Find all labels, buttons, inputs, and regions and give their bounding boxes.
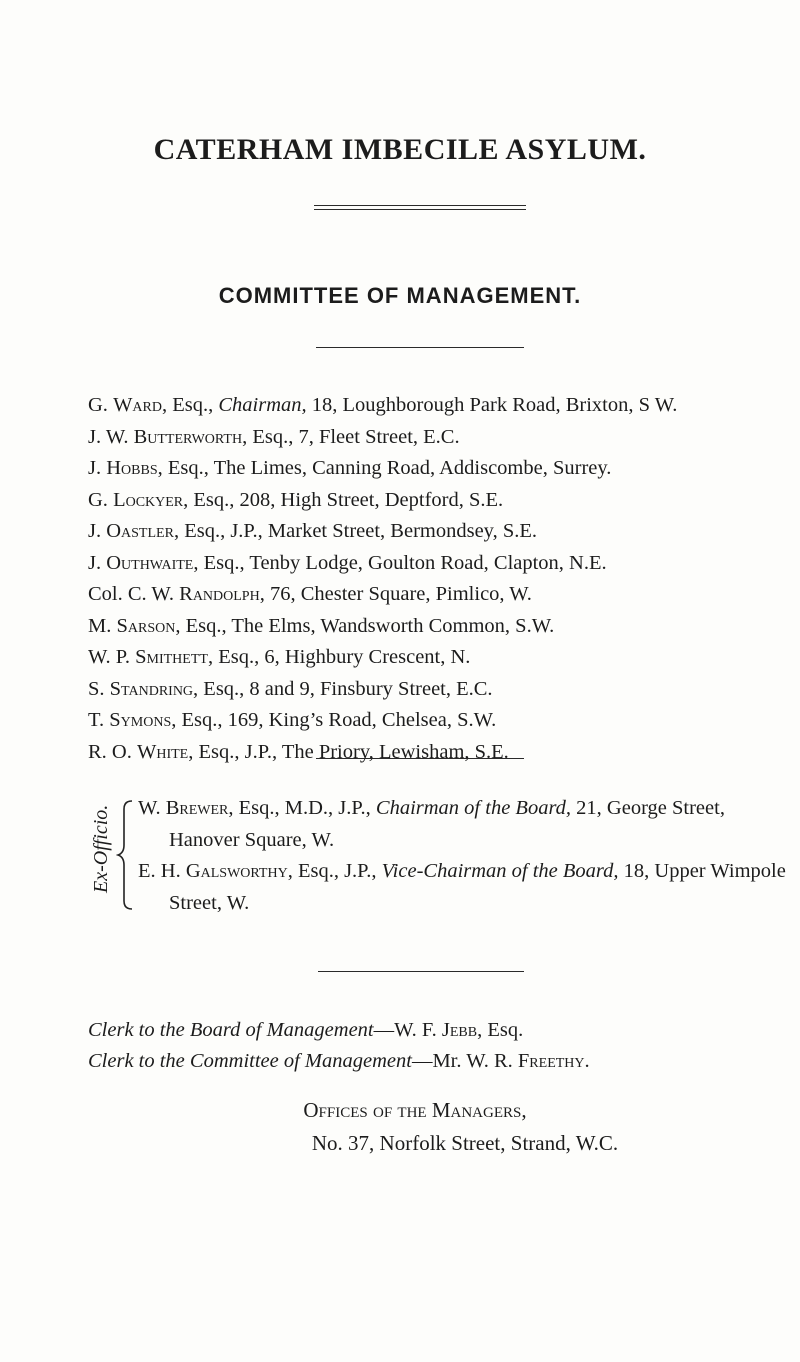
- divider-3: [318, 971, 524, 972]
- member-surname: Brewer: [165, 797, 229, 819]
- member-entry: Col. C. W. Randolph, 76, Chester Square, Pimlico, W.: [88, 583, 532, 605]
- clerk-board: Clerk to the Board of Management—W. F. Jebb, Esq.: [88, 1019, 524, 1041]
- committee-members-list: [88, 390, 788, 768]
- member-surname: Standring: [109, 677, 194, 700]
- member-surname: Butterworth: [133, 425, 243, 448]
- offices-section: [0, 1094, 800, 1160]
- member-entry: M. Sarson, Esq., The Elms, Wandsworth Common, S.W.: [88, 614, 555, 637]
- ex-officio-section: [86, 793, 800, 923]
- member-entry: S. Standring, Esq., 8 and 9, Finsbury Street, E.C.: [88, 677, 493, 700]
- member-entry: J. Oastler, Esq., J.P., Market Street, Bermondsey, S.E.: [88, 520, 538, 542]
- divider-2: [316, 758, 524, 759]
- member-surname: Smithett: [135, 646, 208, 668]
- member-surname: Symons: [109, 709, 172, 731]
- member-entry: T. Symons, Esq., 169, King’s Road, Chelsea, S.W.: [88, 709, 497, 731]
- member-surname: Outhwaite: [106, 551, 194, 574]
- member-entry: J. W. Butterworth, Esq., 7, Fleet Street, E.C.: [88, 425, 460, 448]
- member-entry: G. Ward, Esq., Chairman, 18, Loughborough Park Road, Brixton, S W.: [88, 394, 678, 416]
- member-entry: G. Lockyer, Esq., 208, High Street, Deptford, S.E.: [88, 488, 504, 511]
- member-entry: J. Hobbs, Esq., The Limes, Canning Road, Addiscombe, Surrey.: [88, 457, 612, 479]
- offices-address: No. 37, Norfolk Street, Strand, W.C.: [311, 1131, 619, 1155]
- divider-1: [316, 347, 524, 348]
- title-double-rule: [314, 205, 526, 206]
- committee-heading: COMMITTEE OF MANAGEMENT.: [218, 283, 582, 308]
- member-entry: W. P. Smithett, Esq., 6, Highbury Crescent, N.: [88, 646, 471, 668]
- ex-officio-entry: E. H. Galsworthy, Esq., J.P., Vice-Chairman of the Board, 18, Upper Wimpole Street, W.: [138, 860, 786, 914]
- member-surname: Lockyer: [113, 488, 184, 511]
- member-surname: Hobbs: [106, 457, 158, 479]
- member-surname: Ward: [113, 394, 162, 416]
- ex-officio-members-list: [138, 793, 798, 919]
- clerks-section: [88, 1015, 788, 1077]
- offices-heading: Offices of the Managers,: [303, 1098, 527, 1122]
- member-surname: Sarson: [116, 614, 176, 637]
- member-entry: J. Outhwaite, Esq., Tenby Lodge, Goulton Road, Clapton, N.E.: [88, 551, 607, 574]
- member-surname: White: [136, 740, 189, 763]
- member-surname: Oastler: [106, 520, 174, 542]
- page-title: CATERHAM IMBECILE ASYLUM.: [153, 133, 647, 166]
- clerk-committee: Clerk to the Committee of Management—Mr. W. R. Freethy.: [88, 1050, 590, 1072]
- ex-officio-label: Ex-Officio.: [90, 804, 112, 893]
- ex-officio-entry: W. Brewer, Esq., M.D., J.P., Chairman of the Board, 21, George Street, Hanover Square, W.: [138, 797, 725, 851]
- member-surname: Randolph: [179, 583, 260, 605]
- curly-brace-icon: [116, 799, 136, 911]
- member-entry: R. O. White, Esq., J.P., The Priory, Lewisham, S.E.: [88, 740, 509, 763]
- member-surname: Galsworthy: [185, 860, 288, 882]
